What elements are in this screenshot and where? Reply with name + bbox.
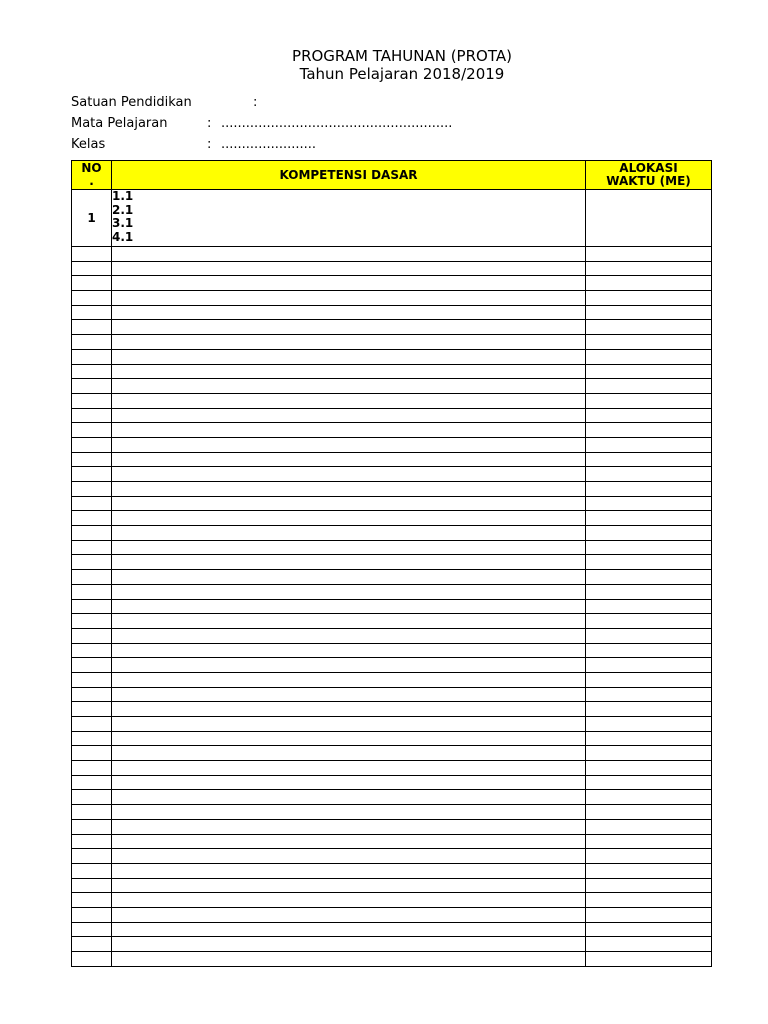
row-number: [72, 452, 112, 467]
row-kompetensi: [112, 349, 586, 364]
row-alokasi: [586, 393, 712, 408]
row-alokasi: [586, 526, 712, 541]
table-row: [72, 570, 712, 585]
row-alokasi: [586, 570, 712, 585]
table-row: [72, 775, 712, 790]
row-kompetensi: [112, 790, 586, 805]
table-row: [72, 496, 712, 511]
row-number: [72, 805, 112, 820]
field-label: Mata Pelajaran: [71, 116, 168, 131]
field-colon: :: [207, 116, 212, 131]
table-row: [72, 364, 712, 379]
row-kompetensi: [112, 467, 586, 482]
kd-item: 2.1: [112, 202, 134, 217]
row-alokasi: [586, 349, 712, 364]
row-kompetensi: [112, 628, 586, 643]
table-row: [72, 511, 712, 526]
row-alokasi: [586, 496, 712, 511]
table-row: [72, 555, 712, 570]
row-alokasi: [586, 364, 712, 379]
row-alokasi: [586, 863, 712, 878]
row-alokasi: [586, 247, 712, 262]
row-number: [72, 584, 112, 599]
row-number: [72, 379, 112, 394]
row-alokasi: [586, 190, 712, 247]
row-number: [72, 349, 112, 364]
row-alokasi: [586, 540, 712, 555]
table-row: [72, 878, 712, 893]
row-kompetensi: [112, 878, 586, 893]
table-header-row: [72, 161, 712, 190]
table-row: [72, 863, 712, 878]
row-alokasi: [586, 893, 712, 908]
row-kompetensi: [112, 834, 586, 849]
row-kompetensi: [112, 247, 586, 262]
row-kompetensi: [112, 423, 586, 438]
row-alokasi: [586, 599, 712, 614]
table-row: [72, 320, 712, 335]
row-kompetensi: [112, 261, 586, 276]
row-number: 1: [72, 190, 112, 247]
table-row: [72, 526, 712, 541]
row-alokasi: [586, 276, 712, 291]
table-row: [72, 349, 712, 364]
row-number: [72, 320, 112, 335]
table-row: [72, 584, 712, 599]
row-number: [72, 775, 112, 790]
row-kompetensi: [112, 746, 586, 761]
row-number: [72, 291, 112, 306]
row-alokasi: [586, 614, 712, 629]
row-alokasi: [586, 819, 712, 834]
table-row: [72, 408, 712, 423]
row-kompetensi: [112, 599, 586, 614]
row-number: [72, 761, 112, 776]
row-kompetensi: [112, 452, 586, 467]
table-row: [72, 423, 712, 438]
table-row: [72, 247, 712, 262]
row-number: [72, 599, 112, 614]
row-kompetensi: [112, 570, 586, 585]
row-kompetensi: [112, 526, 586, 541]
row-kompetensi: [112, 408, 586, 423]
table-row: [72, 276, 712, 291]
row-alokasi: [586, 452, 712, 467]
row-number: [72, 614, 112, 629]
row-alokasi: [586, 482, 712, 497]
row-alokasi: [586, 702, 712, 717]
row-kompetensi: [112, 672, 586, 687]
row-number: [72, 335, 112, 350]
row-number: [72, 952, 112, 967]
row-number: [72, 540, 112, 555]
row-alokasi: [586, 834, 712, 849]
row-number: [72, 702, 112, 717]
table-row: [72, 731, 712, 746]
row-alokasi: [586, 672, 712, 687]
table-row: [72, 672, 712, 687]
row-number: [72, 437, 112, 452]
row-number: [72, 423, 112, 438]
row-kompetensi: [112, 335, 586, 350]
row-alokasi: [586, 746, 712, 761]
prota-table: [71, 160, 712, 967]
table-row: [72, 452, 712, 467]
row-alokasi: [586, 643, 712, 658]
table-row: [72, 702, 712, 717]
row-number: [72, 482, 112, 497]
header-no-text: NO .: [81, 161, 102, 188]
row-alokasi: [586, 761, 712, 776]
row-alokasi: [586, 379, 712, 394]
row-kompetensi: [112, 819, 586, 834]
table-row: [72, 628, 712, 643]
row-alokasi: [586, 408, 712, 423]
table-row: [72, 261, 712, 276]
row-kompetensi: [112, 893, 586, 908]
header-kompetensi-dasar: KOMPETENSI DASAR: [112, 161, 586, 190]
document-subtitle: Tahun Pelajaran 2018/2019: [299, 65, 505, 83]
row-alokasi: [586, 687, 712, 702]
row-alokasi: [586, 261, 712, 276]
table-row: [72, 907, 712, 922]
row-number: [72, 658, 112, 673]
row-number: [72, 628, 112, 643]
header-alokasi-text: ALOKASI WAKTU (ME): [606, 161, 691, 188]
row-alokasi: [586, 423, 712, 438]
row-alokasi: [586, 628, 712, 643]
row-alokasi: [586, 320, 712, 335]
row-number: [72, 790, 112, 805]
row-number: [72, 907, 112, 922]
kd-item: 3.1: [112, 216, 134, 230]
table-row: [72, 746, 712, 761]
table-row: [72, 819, 712, 834]
row-kompetensi: [112, 717, 586, 732]
table-row: [72, 335, 712, 350]
field-label: Kelas: [71, 137, 106, 152]
row-alokasi: [586, 291, 712, 306]
row-kompetensi: [112, 805, 586, 820]
row-number: [72, 672, 112, 687]
row-kompetensi: [112, 511, 586, 526]
table-row: [72, 614, 712, 629]
row-kompetensi: [112, 393, 586, 408]
row-kompetensi: [112, 437, 586, 452]
row-number: [72, 305, 112, 320]
row-number: [72, 467, 112, 482]
row-kompetensi: [112, 555, 586, 570]
row-alokasi: [586, 555, 712, 570]
row-alokasi: [586, 467, 712, 482]
row-kompetensi: [112, 291, 586, 306]
table-row: [72, 599, 712, 614]
row-kompetensi: [112, 687, 586, 702]
row-kompetensi: [112, 614, 586, 629]
kd-item: 4.1: [112, 229, 134, 244]
row-number: [72, 731, 112, 746]
row-number: [72, 937, 112, 952]
row-number: [72, 276, 112, 291]
row-alokasi: [586, 790, 712, 805]
row-number: [72, 834, 112, 849]
row-number: [72, 687, 112, 702]
row-alokasi: [586, 305, 712, 320]
row-alokasi: [586, 922, 712, 937]
kd-item: 1.1: [112, 189, 134, 203]
row-number: [72, 555, 112, 570]
row-number: [72, 526, 112, 541]
row-alokasi: [586, 937, 712, 952]
table-row: [72, 482, 712, 497]
row-kompetensi: [112, 775, 586, 790]
table-row: [72, 540, 712, 555]
row-kompetensi: [112, 702, 586, 717]
row-alokasi: [586, 717, 712, 732]
table-row: [72, 190, 712, 247]
header-no: [72, 161, 112, 190]
row-alokasi: [586, 658, 712, 673]
row-kompetensi: [112, 379, 586, 394]
row-kompetensi: [112, 540, 586, 555]
row-kompetensi: [112, 643, 586, 658]
table-row: [72, 467, 712, 482]
table-row: [72, 291, 712, 306]
row-alokasi: [586, 907, 712, 922]
row-kompetensi: [112, 305, 586, 320]
table-row: [72, 305, 712, 320]
row-number: [72, 511, 112, 526]
field-value: ........................................................: [221, 116, 453, 131]
row-number: [72, 643, 112, 658]
row-alokasi: [586, 511, 712, 526]
table-row: [72, 437, 712, 452]
row-alokasi: [586, 805, 712, 820]
row-alokasi: [586, 878, 712, 893]
row-kompetensi: [112, 658, 586, 673]
row-alokasi: [586, 335, 712, 350]
row-alokasi: [586, 952, 712, 967]
table-row: [72, 658, 712, 673]
table-row: [72, 717, 712, 732]
field-value: .......................: [221, 137, 317, 152]
row-alokasi: [586, 731, 712, 746]
table-row: [72, 834, 712, 849]
table-row: [72, 643, 712, 658]
row-number: [72, 408, 112, 423]
table-row: [72, 849, 712, 864]
table-row: [72, 790, 712, 805]
table-row: [72, 937, 712, 952]
row-number: [72, 819, 112, 834]
field-colon: :: [253, 95, 258, 110]
row-kompetensi: [112, 863, 586, 878]
row-number: [72, 570, 112, 585]
table-row: [72, 687, 712, 702]
row-number: [72, 496, 112, 511]
row-kompetensi: [112, 937, 586, 952]
row-alokasi: [586, 775, 712, 790]
table-row: [72, 893, 712, 908]
row-kompetensi: [112, 849, 586, 864]
row-number: [72, 717, 112, 732]
row-alokasi: [586, 584, 712, 599]
row-kompetensi: [112, 761, 586, 776]
table-row: [72, 761, 712, 776]
header-alokasi-waktu: [586, 161, 712, 190]
row-kompetensi: [112, 922, 586, 937]
row-number: [72, 893, 112, 908]
row-alokasi: [586, 437, 712, 452]
row-kompetensi: [112, 482, 586, 497]
row-number: [72, 849, 112, 864]
field-colon: :: [207, 137, 212, 152]
table-row: [72, 952, 712, 967]
row-kompetensi: [112, 496, 586, 511]
row-number: [72, 261, 112, 276]
table-row: [72, 379, 712, 394]
field-label: Satuan Pendidikan: [71, 95, 192, 110]
row-kompetensi: [112, 731, 586, 746]
table-row: [72, 393, 712, 408]
row-alokasi: [586, 849, 712, 864]
row-kompetensi: [112, 320, 586, 335]
row-kompetensi: [112, 952, 586, 967]
row-kompetensi: [112, 276, 586, 291]
table-row: [72, 922, 712, 937]
row-number: [72, 393, 112, 408]
row-number: [72, 746, 112, 761]
row-kompetensi: [112, 907, 586, 922]
row-number: [72, 878, 112, 893]
row-number: [72, 863, 112, 878]
row-kompetensi: [112, 584, 586, 599]
row-number: [72, 364, 112, 379]
row-kompetensi: [112, 364, 586, 379]
row-number: [72, 247, 112, 262]
document-title: PROGRAM TAHUNAN (PROTA): [292, 47, 512, 65]
table-row: [72, 805, 712, 820]
row-kompetensi: [112, 190, 586, 247]
row-number: [72, 922, 112, 937]
